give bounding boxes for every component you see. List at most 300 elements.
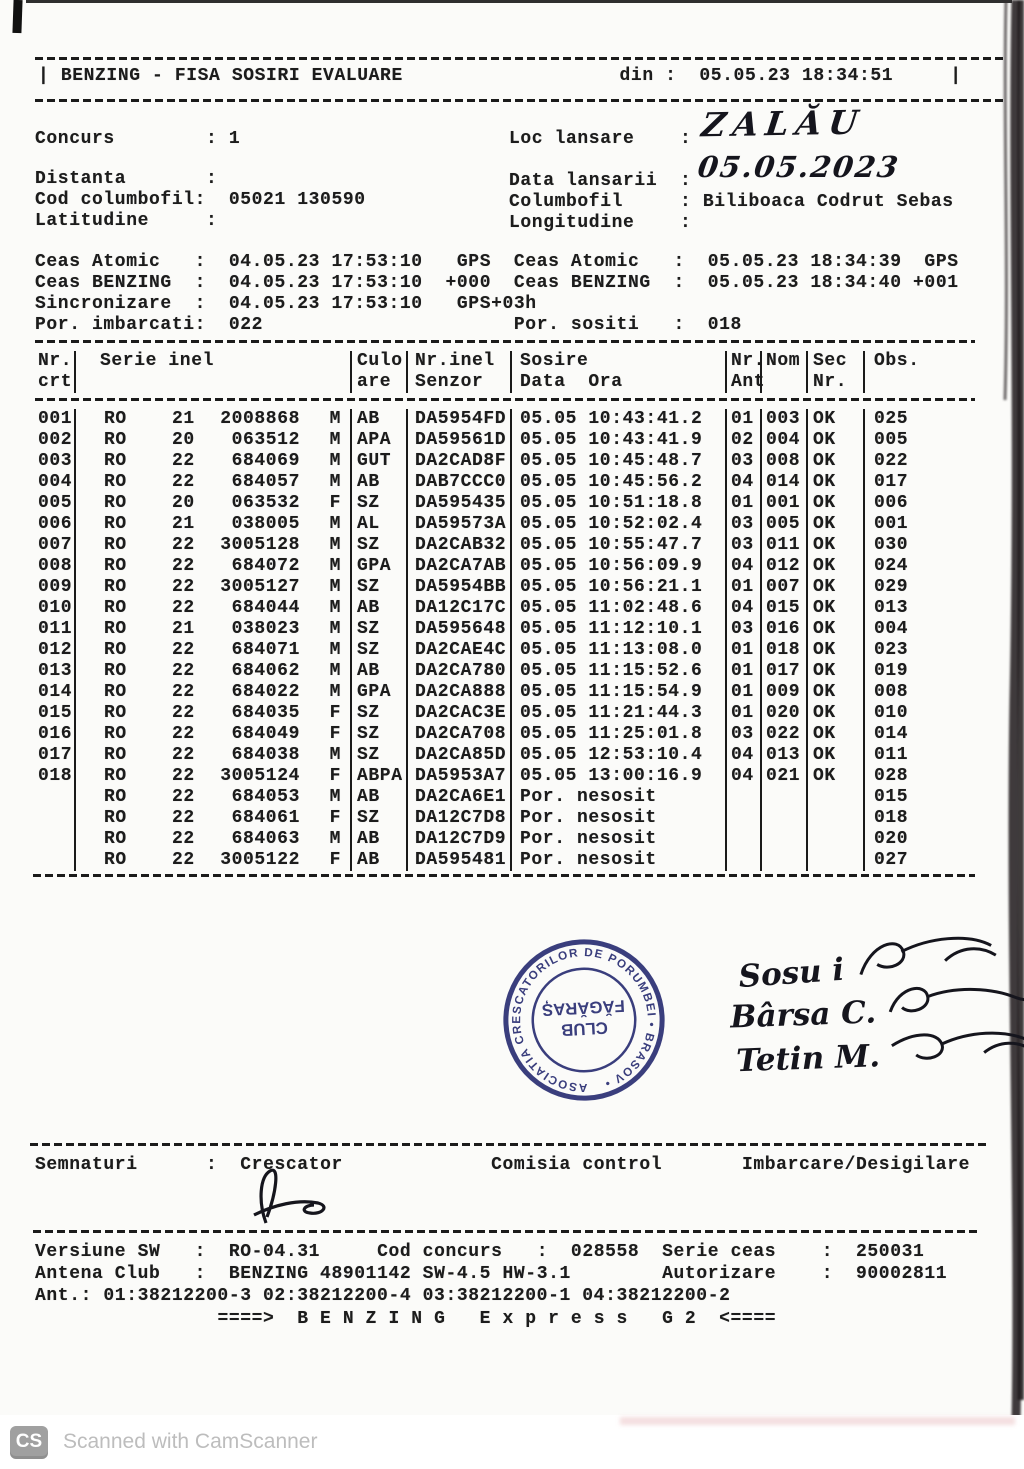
sensor-id-text: DA2CAC3E — [415, 703, 507, 723]
ring-sex: F — [329, 703, 341, 723]
sec-status-text: OK — [813, 619, 836, 639]
ring-number: 684053 — [231, 787, 300, 807]
ring-country: RO — [104, 787, 127, 807]
arrival-time-text: 05.05 10:56:21.1 — [520, 577, 703, 597]
footer-antena-line-text: Autorizare : — [662, 1264, 834, 1284]
sec-status — [808, 640, 865, 661]
obs-text: 004 — [874, 619, 909, 639]
row-nr-text: 007 — [38, 535, 73, 555]
sec-status — [808, 808, 865, 829]
table-header-text: Nr. — [813, 372, 848, 392]
ring-series — [76, 766, 352, 787]
ring-series — [76, 850, 352, 871]
table-header-cell — [35, 351, 76, 393]
table-header-text: Sosire — [520, 351, 589, 371]
info-loc-lansare-text: Loc lansare : — [509, 129, 692, 149]
obs-text: 010 — [874, 703, 909, 723]
ring-series — [76, 682, 352, 703]
sec-status-text: OK — [813, 766, 836, 786]
semnaturi-line-text: Imbarcare/Desigilare — [741, 1155, 971, 1175]
ring-series — [76, 703, 352, 724]
footer-versiune-line-text: 250031 — [856, 1242, 925, 1262]
ring-sex: M — [329, 451, 341, 471]
ring-series — [76, 661, 352, 682]
ring-series — [76, 640, 352, 661]
arrival-time-text: 05.05 11:15:54.9 — [520, 682, 703, 702]
antenna-nr — [727, 451, 762, 472]
color-code-text: ABPA — [357, 766, 403, 786]
obs — [865, 724, 979, 745]
ring-series — [76, 724, 352, 745]
nomination — [762, 430, 808, 451]
arrival-time-text: 05.05 11:13:08.0 — [520, 640, 703, 660]
nomination — [762, 703, 808, 724]
info-columbofil — [509, 192, 954, 213]
antenna-nr — [727, 619, 762, 640]
footer-antena-line-text: BENZING 48901142 SW-4.5 HW-3.1 — [228, 1264, 571, 1284]
color-code — [352, 808, 408, 829]
info-latitudine-text: Latitudine : — [35, 211, 218, 231]
ring-sex: M — [329, 787, 341, 807]
antenna-nr — [727, 640, 762, 661]
arrival-time — [512, 829, 727, 850]
sec-status-text: OK — [813, 535, 836, 555]
row-nr-text: 010 — [38, 598, 73, 618]
antenna-nr — [727, 493, 762, 514]
table-header-text: Sec — [813, 351, 848, 371]
table-header-text: Nr. — [38, 351, 73, 371]
ring-sex: M — [329, 577, 341, 597]
sensor-id — [408, 556, 512, 577]
ring-sex: F — [329, 493, 341, 513]
ring-series — [76, 493, 352, 514]
antenna-nr — [727, 850, 762, 871]
color-code-text: SZ — [357, 535, 380, 555]
clock-line-2-text: 05.05.23 18:34:40 — [707, 273, 902, 293]
nomination — [762, 829, 808, 850]
sensor-id-text: DA5953A7 — [415, 766, 507, 786]
color-code-text: GPA — [357, 682, 392, 702]
sec-status-text: OK — [813, 430, 836, 450]
nomination — [762, 619, 808, 640]
ring-series — [76, 451, 352, 472]
ring-year: 21 — [172, 514, 195, 534]
table-header-cell — [865, 351, 979, 393]
nomination — [762, 787, 808, 808]
ring-year: 22 — [172, 577, 195, 597]
antenna-nr — [727, 703, 762, 724]
antenna-nr-text: 04 — [731, 766, 754, 786]
footer-antena-line — [35, 1264, 947, 1285]
sensor-id-text: DA595435 — [415, 493, 507, 513]
ring-country: RO — [104, 556, 127, 576]
antenna-nr — [727, 409, 762, 430]
obs-text: 029 — [874, 577, 909, 597]
sensor-id — [408, 493, 512, 514]
arrival-time — [512, 640, 727, 661]
obs-text: 027 — [874, 850, 909, 870]
sec-status — [808, 724, 865, 745]
antenna-nr-text: 03 — [731, 451, 754, 471]
color-code-text: SZ — [357, 745, 380, 765]
ring-country: RO — [104, 514, 127, 534]
ring-year: 21 — [172, 409, 195, 429]
ring-number: 684071 — [231, 640, 300, 660]
row-nr — [35, 787, 76, 808]
nomination-text: 005 — [766, 514, 801, 534]
header-title-line — [38, 66, 962, 87]
ring-country: RO — [104, 577, 127, 597]
sensor-id — [408, 514, 512, 535]
ring-number: 684057 — [231, 472, 300, 492]
arrival-time-text: 05.05 10:52:02.4 — [520, 514, 703, 534]
color-code-text: SZ — [357, 724, 380, 744]
nomination-text: 020 — [766, 703, 801, 723]
camscanner-logo: CS — [10, 1426, 48, 1459]
arrival-time — [512, 787, 727, 808]
color-code — [352, 577, 408, 598]
ring-series — [76, 598, 352, 619]
obs-text: 024 — [874, 556, 909, 576]
row-nr — [35, 409, 76, 430]
ring-year: 22 — [172, 703, 195, 723]
antenna-nr-text: 04 — [731, 556, 754, 576]
ring-country: RO — [104, 472, 127, 492]
color-code-text: SZ — [357, 703, 380, 723]
arrival-time — [512, 724, 727, 745]
row-nr — [35, 556, 76, 577]
antenna-nr — [727, 808, 762, 829]
row-nr — [35, 829, 76, 850]
ring-series — [76, 409, 352, 430]
sec-status-text: OK — [813, 703, 836, 723]
row-nr-text: 018 — [38, 766, 73, 786]
clock-line-2-text: 04.05.23 17:53:10 — [228, 273, 423, 293]
clock-line-1-text: Ceas Atomic : — [513, 252, 685, 272]
footer-antena-line-text: 90002811 — [855, 1264, 948, 1284]
obs — [865, 556, 979, 577]
arrival-time-text: 05.05 11:15:52.6 — [520, 661, 703, 681]
sec-status — [808, 766, 865, 787]
ring-country: RO — [104, 493, 127, 513]
ring-sex: M — [329, 535, 341, 555]
info-latitudine — [35, 211, 217, 232]
divider-dashed — [30, 1143, 990, 1146]
sensor-id — [408, 745, 512, 766]
clock-line-4-text: Por. sositi : — [513, 315, 685, 335]
header-title-line-text: | — [38, 66, 50, 86]
arrival-time-text: 05.05 10:43:41.9 — [520, 430, 703, 450]
sensor-id — [408, 535, 512, 556]
sensor-id-text: DA59561D — [415, 430, 507, 450]
antenna-nr — [727, 472, 762, 493]
sensor-id-text: DA595648 — [415, 619, 507, 639]
info-cod-columbofil-text: Cod columbofil: — [35, 190, 207, 210]
row-nr-text: 004 — [38, 472, 73, 492]
arrival-time — [512, 493, 727, 514]
sensor-id — [408, 577, 512, 598]
sensor-id-text: DA5954BB — [415, 577, 507, 597]
color-code — [352, 535, 408, 556]
antenna-nr — [727, 430, 762, 451]
nomination — [762, 598, 808, 619]
antenna-nr-text: 02 — [731, 430, 754, 450]
nomination-text: 015 — [766, 598, 801, 618]
ring-number: 684038 — [231, 745, 300, 765]
table-header-text: crt — [38, 372, 73, 392]
nomination-text: 001 — [766, 493, 801, 513]
sensor-id-text: DA595481 — [415, 850, 507, 870]
nomination-text: 009 — [766, 682, 801, 702]
ring-number: 3005122 — [220, 850, 300, 870]
obs-text: 005 — [874, 430, 909, 450]
sec-status — [808, 472, 865, 493]
antenna-nr — [727, 661, 762, 682]
arrival-time — [512, 409, 727, 430]
ring-sex: F — [329, 850, 341, 870]
obs — [865, 829, 979, 850]
ring-number: 684062 — [231, 661, 300, 681]
sensor-id — [408, 598, 512, 619]
sensor-id — [408, 703, 512, 724]
ring-year: 22 — [172, 451, 195, 471]
info-data-lansarii — [509, 171, 691, 192]
color-code-text: AL — [357, 514, 380, 534]
arrival-time — [512, 703, 727, 724]
ring-country: RO — [104, 703, 127, 723]
row-nr — [35, 535, 76, 556]
antenna-nr — [727, 724, 762, 745]
obs — [865, 451, 979, 472]
table-header-text — [874, 372, 979, 393]
row-nr — [35, 472, 76, 493]
nomination-text: 012 — [766, 556, 801, 576]
nomination — [762, 724, 808, 745]
table-header-text: Nom — [766, 351, 801, 371]
table-header-cell — [762, 351, 808, 393]
semnaturi-line — [35, 1155, 970, 1176]
arrival-time-text: 05.05 10:51:18.8 — [520, 493, 703, 513]
color-code-text: AB — [357, 850, 380, 870]
nomination-text: 004 — [766, 430, 801, 450]
nomination-text: 011 — [766, 535, 801, 555]
nomination — [762, 514, 808, 535]
ring-number: 684035 — [231, 703, 300, 723]
sensor-id-text: DAB7CCC0 — [415, 472, 507, 492]
ring-series — [76, 745, 352, 766]
sec-status — [808, 514, 865, 535]
obs — [865, 493, 979, 514]
table-header-cell — [352, 351, 408, 393]
arrival-time-text: 05.05 10:45:56.2 — [520, 472, 703, 492]
arrival-time-text: 05.05 11:21:44.3 — [520, 703, 703, 723]
table-header-text — [766, 372, 806, 393]
nomination — [762, 535, 808, 556]
obs-text: 019 — [874, 661, 909, 681]
row-nr-text: 009 — [38, 577, 73, 597]
info-columbofil-text: Biliboaca Codrut Sebas — [702, 192, 954, 212]
obs-text: 006 — [874, 493, 909, 513]
info-distanta-text: Distanta : — [35, 169, 218, 189]
ring-country: RO — [104, 619, 127, 639]
ring-series — [76, 430, 352, 451]
ring-year: 22 — [172, 787, 195, 807]
nomination-text: 003 — [766, 409, 801, 429]
arrival-time — [512, 745, 727, 766]
color-code — [352, 556, 408, 577]
clock-line-4-text: 018 — [707, 315, 742, 335]
arrival-time-text: 05.05 10:45:48.7 — [520, 451, 703, 471]
obs — [865, 787, 979, 808]
ring-number: 038023 — [231, 619, 300, 639]
clock-line-4 — [35, 315, 742, 336]
obs-text: 030 — [874, 535, 909, 555]
table-header-cell — [808, 351, 865, 393]
ring-country: RO — [104, 535, 127, 555]
arrival-time-text: 05.05 11:25:01.8 — [520, 724, 703, 744]
sec-status-text: OK — [813, 661, 836, 681]
ring-sex: M — [329, 598, 341, 618]
color-code-text: APA — [357, 430, 392, 450]
color-code-text: GPA — [357, 556, 392, 576]
ring-country: RO — [104, 808, 127, 828]
table-header-cell — [727, 351, 766, 393]
obs — [865, 409, 979, 430]
sensor-id — [408, 640, 512, 661]
color-code — [352, 829, 408, 850]
row-nr — [35, 745, 76, 766]
table-header — [35, 351, 979, 393]
ring-country: RO — [104, 640, 127, 660]
antenna-nr-text: 03 — [731, 514, 754, 534]
sensor-id — [408, 787, 512, 808]
arrival-time — [512, 808, 727, 829]
info-concurs-text: 1 — [228, 129, 241, 149]
row-nr-text: 012 — [38, 640, 73, 660]
antenna-nr-text: 03 — [731, 724, 754, 744]
antenna-nr — [727, 745, 762, 766]
arrival-time-text: Por. nesosit — [520, 808, 657, 828]
row-nr — [35, 682, 76, 703]
footer-versiune-line-text: Serie ceas : — [662, 1242, 834, 1262]
sec-status — [808, 556, 865, 577]
antenna-nr-text: 01 — [731, 703, 754, 723]
antenna-nr — [727, 577, 762, 598]
color-code — [352, 787, 408, 808]
ring-country: RO — [104, 745, 127, 765]
table-header-text: Culo — [357, 351, 403, 371]
sec-status-text: OK — [813, 514, 836, 534]
signature-flourish-3 — [885, 1021, 1024, 1074]
ring-number: 038005 — [231, 514, 300, 534]
ring-year: 20 — [172, 430, 195, 450]
info-cod-columbofil-text: 05021 130590 — [228, 190, 366, 210]
clock-line-4-text: 022 — [228, 315, 264, 335]
nomination-text: 007 — [766, 577, 801, 597]
handwritten-loc-lansare: ZALĂU — [699, 102, 867, 145]
sensor-id — [408, 850, 512, 871]
sensor-id-text: DA2CA6E1 — [415, 787, 507, 807]
sec-status — [808, 661, 865, 682]
divider-dashed — [33, 874, 975, 877]
ring-number: 684063 — [231, 829, 300, 849]
arrival-time-text: 05.05 13:00:16.9 — [520, 766, 703, 786]
ring-sex: M — [329, 829, 341, 849]
nomination — [762, 493, 808, 514]
color-code — [352, 451, 408, 472]
clock-line-1-text: GPS — [445, 252, 492, 272]
footer-versiune-line-text: 028558 — [570, 1242, 640, 1262]
footer-ant-line-text: Ant.: 01:38212200-3 02:38212200-4 03:38212200-1 04:38212200-2 — [35, 1286, 731, 1306]
ring-sex: M — [329, 682, 341, 702]
ring-sex: M — [329, 556, 341, 576]
arrival-time-text: Por. nesosit — [520, 850, 657, 870]
clock-line-2-text: +000 — [445, 273, 492, 293]
antenna-nr — [727, 682, 762, 703]
scan-edge-artifact-right — [990, 0, 1024, 1422]
clock-line-3-text: Sincronizare : — [35, 294, 207, 314]
row-nr-text: 001 — [38, 409, 73, 429]
footer-versiune-line — [35, 1242, 924, 1263]
antenna-nr-text: 01 — [731, 640, 754, 660]
color-code — [352, 640, 408, 661]
row-nr — [35, 493, 76, 514]
obs — [865, 640, 979, 661]
nomination — [762, 745, 808, 766]
clock-line-1-text: GPS — [913, 252, 959, 272]
obs — [865, 745, 979, 766]
ring-sex: M — [329, 514, 341, 534]
color-code-text: SZ — [357, 640, 380, 660]
antenna-nr-text: 03 — [731, 535, 754, 555]
nomination-text: 022 — [766, 724, 801, 744]
sec-status-text: OK — [813, 472, 836, 492]
color-code — [352, 661, 408, 682]
semnaturi-line-text: Comisia control — [491, 1155, 663, 1175]
sec-status-text: OK — [813, 556, 836, 576]
antenna-nr-text: 04 — [731, 598, 754, 618]
obs — [865, 598, 979, 619]
row-nr — [35, 661, 76, 682]
sensor-id — [408, 472, 512, 493]
ring-number: 3005128 — [220, 535, 300, 555]
row-nr-text: 008 — [38, 556, 73, 576]
stamp-ring-text: ASOCIATIA CRESCATORILOR DE PORUMBEI • BRASOV • — [510, 945, 658, 1094]
antenna-nr-text: 03 — [731, 619, 754, 639]
nomination — [762, 556, 808, 577]
ring-sex: M — [329, 409, 341, 429]
color-code-text: SZ — [357, 619, 380, 639]
sensor-id — [408, 451, 512, 472]
nomination — [762, 451, 808, 472]
obs-text: 022 — [874, 451, 909, 471]
arrival-time — [512, 766, 727, 787]
stamp-center-line2: FĂGĂRAȘ — [541, 996, 626, 1020]
color-code-text: AB — [357, 829, 380, 849]
antenna-nr — [727, 514, 762, 535]
sec-status-text: OK — [813, 409, 836, 429]
arrival-time — [512, 577, 727, 598]
table-header-cell — [408, 351, 512, 393]
ring-year: 22 — [172, 829, 195, 849]
sec-status — [808, 451, 865, 472]
row-nr — [35, 850, 76, 871]
sensor-id-text: DA2CA708 — [415, 724, 507, 744]
arrival-time-text: 05.05 11:12:10.1 — [520, 619, 703, 639]
ring-country: RO — [104, 430, 127, 450]
row-nr — [35, 451, 76, 472]
ring-series — [76, 472, 352, 493]
